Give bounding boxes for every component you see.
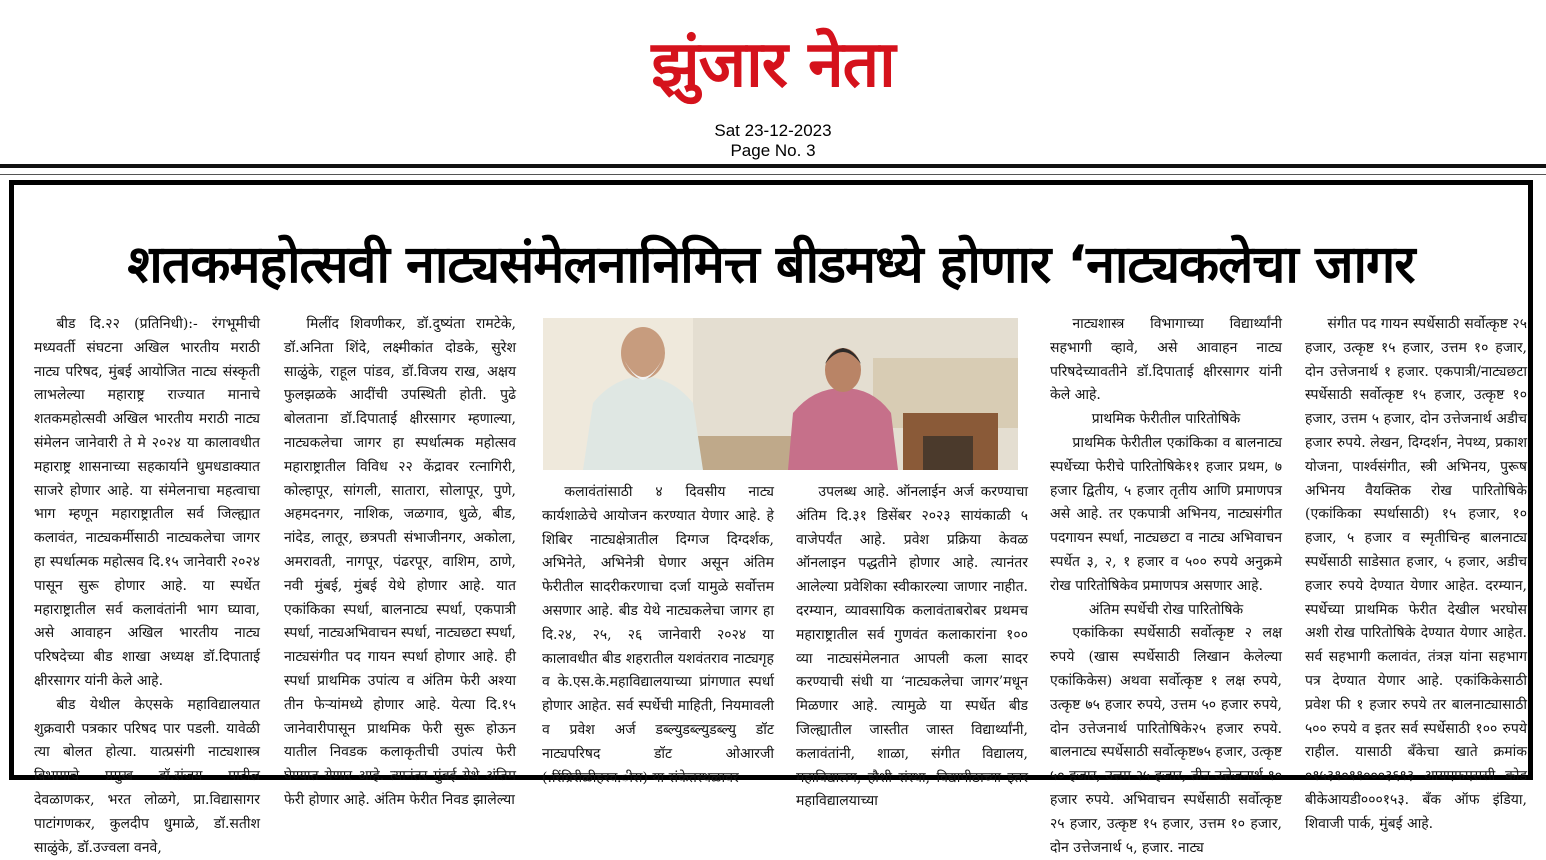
paragraph: कलावंतांसाठी ४ दिवसीय नाट्य कार्यशाळेचे आयोजन करण्यात येणार आहे. हे शिबिर नाट्यक्षेत्रातील दिग्गज दिग्दर्शक, अभिनेते, अभिनेत्री घेणार असून अंतिम फेरीतील सादरीकरणाचा दर्जा यामुळे सर्वोत्तम असणार आहे. बीड येथे नाट्यकलेचा जागर हा दि.२४, २५, २६ जानेवारी २०२४ या कालावधीत बीड शहरातील यशवंतराव नाट्यगृह व के.एस.के.महाविद्यालयाच्या प्रांगणात स्पर्धा होणार आहेत. सर्व स्पर्धेची माहिती, नियमावली व प्रवेश अर्ज डब्ल्युडब्ल्युडब्ल्यु डॉट नाट्यपरिषद डॉट ओआरजी (.रिंग्रिरीळीहरव.ीस) या संकेतस्थळावर (542, 484, 774, 786)
newspaper-logo: झुंजार नेता (651, 28, 895, 102)
page-number: Page No. 3 (730, 141, 816, 160)
paragraph: बीड दि.२२ (प्रतिनिधी):- रंगभूमीची मध्यवर्ती संघटना अखिल भारतीय मराठी नाट्य परिषद, मुंबई आयोजित नाट्य संस्कृती लाभलेल्या महाराष्ट्र राज्यात मानाचे शतकमहोत्सवी अखिल भारतीय मराठी नाट्य संमेलन जानेवारी ते मे २०२४ या कालावधीत महाराष्ट्र शासनाच्या सहकार्याने धुमधडाक्यात साजरे होणार आहे. या संमेलनाचा महत्वाचा भाग म्हणून महाराष्ट्रातील सर्व जिल्ह्यात कलावंत, नाट्यकर्मीसाठी नाट्यकलेचा जागर हा स्पर्धात्मक महोत्सव दि.१५ जानेवारी २०२४ पासून सुरू होणार आहे. या स्पर्धेत महाराष्ट्रातील सर्व कलावंतांनी भाग घ्यावा, असे आवाहन अखिल भारतीय नाट्य परिषदेच्या बीड शाखा अध्यक्ष डॉ.दिपाताई क्षीरसागर यांनी केले आहे. (34, 316, 260, 689)
issue-date: Sat 23-12-2023 (714, 121, 832, 140)
subheading-final-prizes: अंतिम स्पर्धेची रोख पारितोषिके (1088, 601, 1244, 618)
article-headline: शतकमहोत्सवी नाट्यसंमेलनानिमित्त बीडमध्ये होणार ‘नाट्यकलेचा जागर (127, 235, 1415, 295)
press-photo-icon (543, 318, 1018, 470)
article-column-3 (542, 481, 774, 786)
article-column-1 (34, 313, 260, 856)
subheading-primary-prizes: प्राथमिक फेरीतील पारितोषिके (1091, 411, 1241, 428)
side-table (923, 436, 973, 470)
masthead (0, 0, 1546, 162)
masthead-rule (0, 164, 1546, 168)
paragraph: मिलींद शिवणीकर, डॉ.दुष्यंता रामटेके, डॉ.अनिता शिंदे, लक्ष्मीकांत दोडके, सुरेश साळुंके, राहूल पांडव, डॉ.विजय राख, अक्षय फुलझळके आदींची उपस्थिती होती. पुढे बोलताना डॉ.दिपाताई क्षीरसागर म्हणाल्या, नाट्यकलेचा जागर हा स्पर्धात्मक महोत्सव महाराष्ट्रातील विविध २२ केंद्रावर रत्नागिरी, कोल्हापूर, सांगली, सातारा, सोलापूर, पुणे, अहमदनगर, नाशिक, जळगाव, धुळे, बीड, नांदेड, लातूर, छत्रपती संभाजीनगर, अकोला, अमरावती, नागपूर, पंढरपूर, वाशिम, ठाणे, नवी मुंबई, मुंबई येथे होणार आहे. यात एकांकिका स्पर्धा, बालनाट्य स्पर्धा, एकपात्री स्पर्धा, नाट्यअभिवाचन स्पर्धा, नाट्यछटा स्पर्धा, नाट्यसंगीत पद गायन स्पर्धा होणार आहे. ही स्पर्धा प्राथमिक उपांत्य व अंतिम फेरी अश्या तीन फेऱ्यांमध्ये होणार आहे. येत्या दि.१५ जानेवारीपासून प्राथमिक फेरी सुरू होऊन यातील निवडक कलाकृतीची उपांत्य फेरी घेण्यात येणार आहे. त्यानंतर मुंबई येथे अंतिम फेरी होणार आहे. अंतिम फेरीत निवड झालेल्या (284, 316, 516, 808)
article-column-5 (1050, 313, 1282, 856)
paragraph: नाट्यशास्त्र विभागाच्या विद्यार्थ्यांनी सहभागी व्हावे, असे आवाहन नाट्य परिषदेच्यावतीने डॉ.दिपाताई क्षीरसागर यांनी केले आहे. (1050, 316, 1282, 404)
paragraph: बीड येथील केएसके महाविद्यालयात शुक्रवारी पत्रकार परिषद पार पडली. यावेळी त्या बोलत होत्या. यात्प्रसंगी नाट्यशास्त्र विभागाचे प्रमुख डॉ.संजय पाटील देवळाणकर, भरत लोळगे, प्रा.विद्यासागर पाटांगणकर, कुलदीप धुमाळे, डॉ.सतीश साळुंके, डॉ.उज्वला वनवे, (34, 696, 260, 856)
person-left-head (621, 327, 665, 379)
paragraph: प्राथमिक फेरीतील एकांकिका व बालनाट्य स्पर्धेच्या फेरीचे पारितोषिके११ हजार प्रथम, ७ हजार द्वितीय, ५ हजार तृतीय आणि प्रमाणपत्र असे आहे. तर एकपात्री अभिनय, नाट्यसंगीत पदगायन स्पर्धा, नाट्यछटा व नाट्य अभिवाचन स्पर्धेत ३, २, १ हजार व ५०० रुपये अनुक्रमे रोख पारितोषिकेव प्रमाणपत्र असणार आहे. (1050, 434, 1282, 594)
masthead-rule-thin (0, 174, 1546, 175)
paragraph: संगीत पद गायन स्पर्धेसाठी सर्वोत्कृष्ट २५ हजार, उत्कृष्ट १५ हजार, उत्तम १० हजार, दोन उत्तेजनार्थ १ हजार. एकपात्री/नाट्यछटा स्पर्धेसाठी सर्वोत्कृष्ट १५ हजार, उत्कृष्ट १० हजार, उत्तम ५ हजार, दोन उत्तेजनार्थ अडीच हजार रुपये. लेखन, दिग्दर्शन, नेपथ्य, प्रकाश योजना, पार्श्वसंगीत, स्त्री अभिनय, पुरूष अभिनय वैयक्तिक रोख पारितोषिके (एकांकिका स्पर्धासाठी) १५ हजार, १० हजार, ५ हजार व स्मृतीचिन्ह बालनाट्य स्पर्धेसाठी साडेसात हजार, ५ हजार, अडीच हजार रुपये देण्यात येणार आहेत. दरम्यान, स्पर्धेच्या प्राथमिक फेरीत देखील भरघोस अशी रोख पारितोषिके देण्यात येणार आहेत. सर्व सहभागी कलावंत, तंत्रज्ञ यांना सहभाग पत्र देण्यात येणार आहे. एकांकिकेसाठी प्रवेश फी १ हजार रुपये तर बालनाट्यासाठी ५०० रुपये व इतर सर्व स्पर्धेसाठी १०० रुपये राहील. यासाठी बँकेचा खाते क्रमांक ०१५३१०११०००३६९३ आयएफएससी कोड बीकेआयडी०००१५३. बँक ऑफ इंडिया, शिवाजी पार्क, मुंबई आहे. (1305, 316, 1527, 832)
article-column-2 (284, 313, 516, 808)
press-photo-drawing (543, 318, 1018, 470)
paragraph: एकांकिका स्पर्धेसाठी सर्वोत्कृष्ट २ लक्ष रुपये (खास स्पर्धेसाठी लिखान केलेल्या एकांकिकेस) अथवा सर्वोत्कृष्ट १ लक्ष रुपये, उत्कृष्ट ७५ हजार रुपये, उत्तम ५० हजार रुपये, दोन उत्तेजनार्थ पारितोषिके२५ हजार रुपये. बालनाट्य स्पर्धेसाठी सर्वोत्कृष्ट७५ हजार, उत्कृष्ट ५० हजार, उत्तम २५ हजार, तीन उत्तेजनार्थ १० हजार रुपये. अभिवाचन स्पर्धेसाठी सर्वोत्कृष्ट २५ हजार, उत्कृष्ट १५ हजार, उत्तम १० हजार, दोन उत्तेजनार्थ ५, हजार. नाट्य (1050, 625, 1282, 856)
article-column-4 (796, 481, 1028, 810)
paragraph: उपलब्ध आहे. ऑनलाईन अर्ज करण्याचा अंतिम दि.३१ डिसेंबर २०२३ सायंकाळी ५ वाजेपर्यंत आहे. प्रवेश प्रक्रिया केवळ ऑनलाइन पद्धतीने होणार आहे. त्यानंतर आलेल्या प्रवेशिका स्वीकारल्या जाणार नाहीत. दरम्यान, व्यावसायिक कलावंताबरोबर प्रथमच महाराष्ट्रातील सर्व गुणवंत कलाकारांना १०० व्या नाट्यसंमेलनात आपली कला सादर करण्याची संधी या ‘नाट्यकलेचा जागर’मधून मिळणार आहे. त्यामुळे या स्पर्धेत बीड जिल्ह्यातील जास्तीत जास्त विद्यार्थ्यांनी, कलावंतांनी, शाळा, संगीत विद्यालय, महाविद्यालय, हौशी संस्था, विद्यापीठाच्या इतर महाविद्यालयाच्या (796, 484, 1028, 810)
person-right-head (825, 348, 861, 392)
article-column-6 (1305, 313, 1527, 832)
